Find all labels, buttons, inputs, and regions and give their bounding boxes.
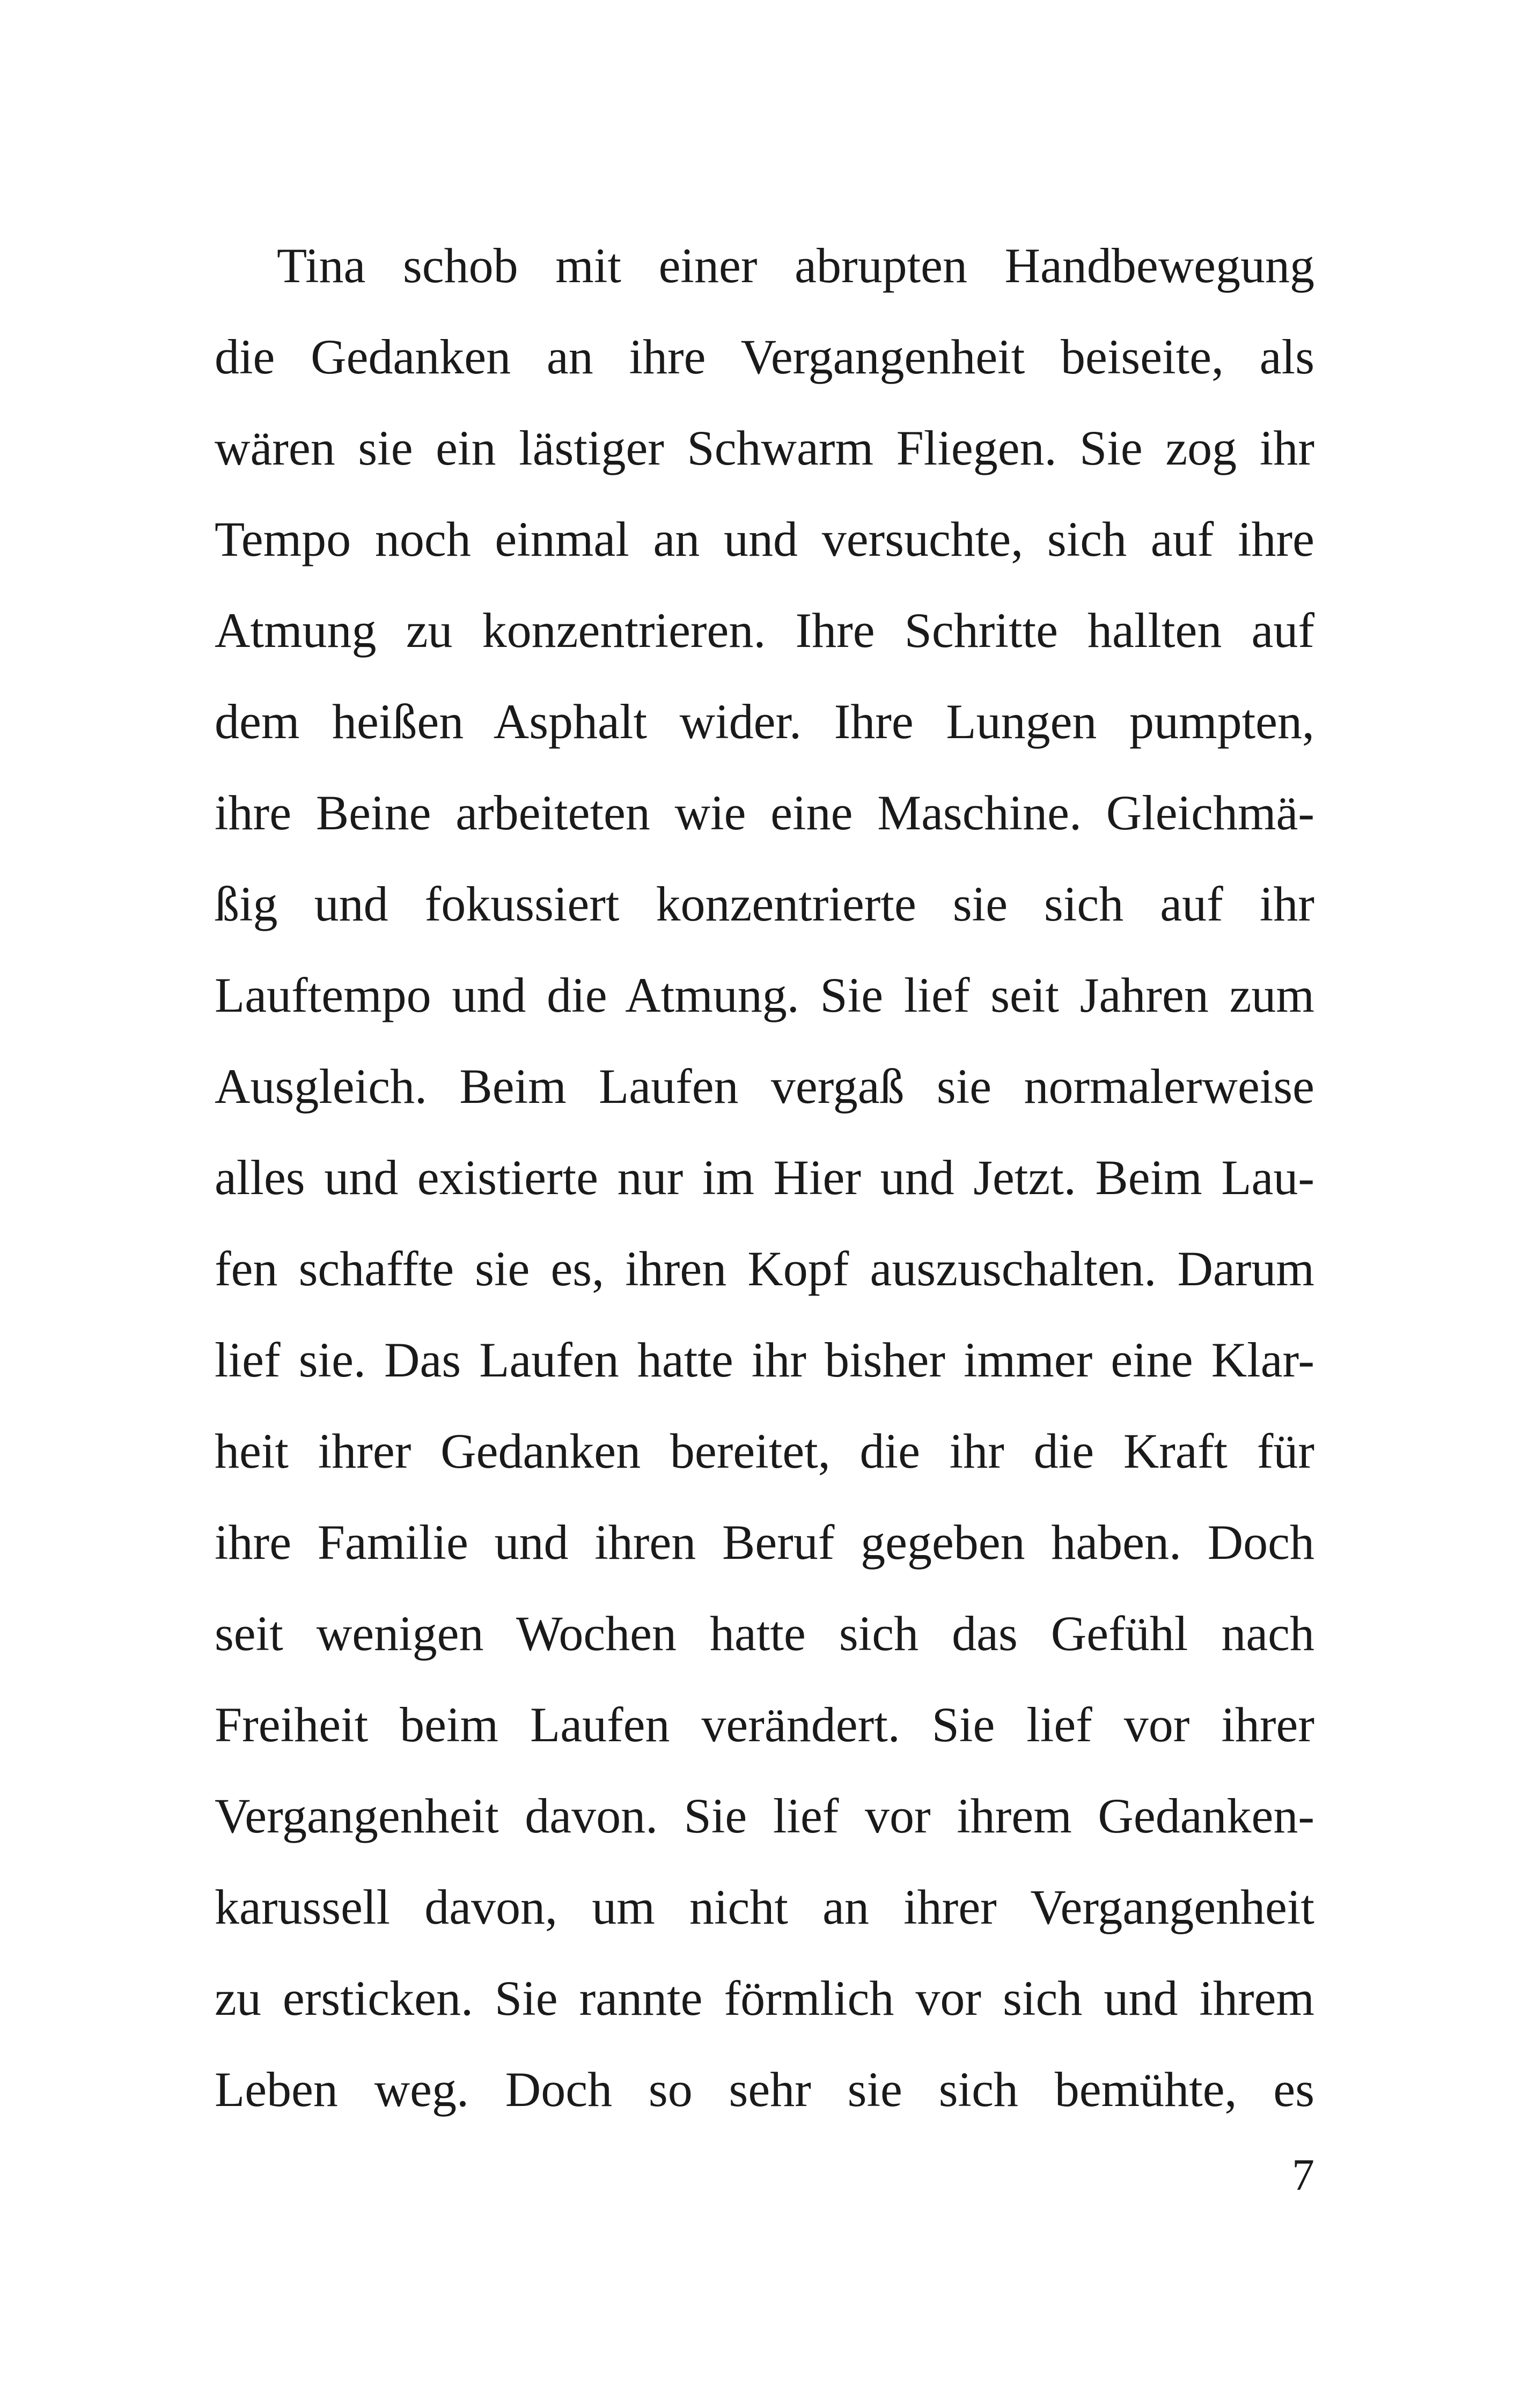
text-line: Freiheit beim Laufen verändert. Sie lief vor ihrer bbox=[215, 1697, 1314, 1752]
text-line: lief sie. Das Laufen hatte ihr bisher immer eine Klar- bbox=[215, 1332, 1314, 1387]
text-line: die Gedanken an ihre Vergangenheit beiseite, als bbox=[215, 329, 1314, 384]
text-line: heit ihrer Gedanken bereitet, die ihr die Kraft für bbox=[215, 1424, 1314, 1478]
text-line: Tempo noch einmal an und versuchte, sich auf ihre bbox=[215, 512, 1314, 566]
text-line: dem heißen Asphalt wider. Ihre Lungen pumpten, bbox=[215, 694, 1314, 749]
body-paragraph bbox=[215, 220, 1314, 2135]
text-line: alles und existierte nur im Hier und Jetzt. Beim Lau- bbox=[215, 1150, 1314, 1205]
text-line: seit wenigen Wochen hatte sich das Gefühl nach bbox=[215, 1606, 1314, 1661]
text-line: fen schaffte sie es, ihren Kopf auszuschalten. Darum bbox=[215, 1241, 1314, 1296]
page-number: 7 bbox=[1292, 2150, 1314, 2200]
text-line: Leben weg. Doch so sehr sie sich bemühte, es bbox=[215, 2062, 1314, 2117]
text-line: ßig und fokussiert konzentrierte sie sich auf ihr bbox=[215, 877, 1314, 931]
text-line: Atmung zu konzentrieren. Ihre Schritte hallten auf bbox=[215, 603, 1314, 658]
text-line: Vergangenheit davon. Sie lief vor ihrem Gedanken- bbox=[215, 1788, 1314, 1843]
text-line: Lauftempo und die Atmung. Sie lief seit Jahren zum bbox=[215, 968, 1314, 1022]
text-line: ihre Beine arbeiteten wie eine Maschine. Gleichmä- bbox=[215, 785, 1314, 840]
text-line: zu ersticken. Sie rannte förmlich vor sich und ihrem bbox=[215, 1971, 1314, 2026]
text-line: Tina schob mit einer abrupten Handbewegung bbox=[277, 238, 1314, 293]
text-line: karussell davon, um nicht an ihrer Vergangenheit bbox=[215, 1880, 1314, 1934]
text-line: wären sie ein lästiger Schwarm Fliegen. Sie zog ihr bbox=[215, 421, 1314, 475]
text-line: ihre Familie und ihren Beruf gegeben haben. Doch bbox=[215, 1515, 1314, 1570]
text-line: Ausgleich. Beim Laufen vergaß sie normalerweise bbox=[215, 1059, 1314, 1114]
